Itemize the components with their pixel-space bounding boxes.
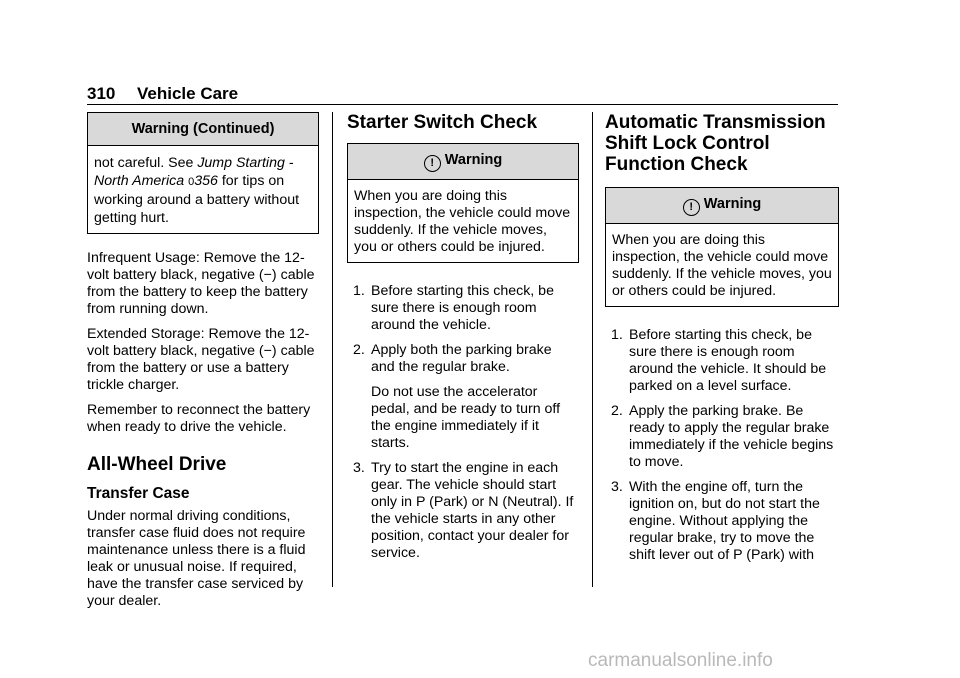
list-item [605,479,839,564]
starter-check-steps [347,283,579,562]
list-item [347,342,579,452]
step-text: Apply both the parking brake and the regular brake. [371,342,552,375]
list-item [605,327,839,395]
step-number: 3. [353,460,365,476]
extended-storage-paragraph: Extended Storage: Remove the 12-volt battery black, negative (−) cable from the battery or use a battery trickle charger. [87,326,315,393]
step-text: Before starting this check, be sure there is enough room around the vehicle. It should be parked on a level surface. [629,327,827,394]
shift-lock-steps [605,327,839,564]
page-ref-number[interactable]: 356 [194,173,218,189]
step-text: Before starting this check, be sure there is enough room around the vehicle. [371,283,554,333]
section-title: Vehicle Care [137,84,239,103]
step-number: 2. [353,342,365,358]
warning-title: Warning [444,152,503,168]
step-text: Try to start the engine in each gear. The vehicle should start only in P (Park) or N (Neutral). If the vehicle starts in any other position, contact your dealer for service. [371,460,574,561]
infrequent-usage-paragraph: Infrequent Usage: Remove the 12-volt battery black, negative (−) cable from the battery to keep the battery from running down. [87,250,315,317]
all-wheel-drive-heading: All-Wheel Drive [87,454,227,475]
column-1 [87,112,319,618]
column-3 [605,112,839,572]
transfer-case-subheading: Transfer Case [87,485,190,502]
jump-starting-link[interactable]: Jump Starting - North America [94,155,294,189]
column-divider [332,112,333,587]
step-text: Apply the parking brake. Be ready to apply the regular brake immediately if the vehicle begins to move. [629,403,834,470]
warning-title: Warning [703,196,762,212]
starter-switch-heading: Starter Switch Check [347,112,538,133]
warning-icon: ! [683,199,700,216]
reconnect-paragraph: Remember to reconnect the battery when ready to drive the vehicle. [87,402,311,435]
step-text: With the engine off, turn the ignition on, but do not start the engine. Without applying the regular brake, try to move the shift lever out of P (Park) with [629,479,820,563]
page-header [87,84,838,105]
warning-icon: ! [424,155,441,172]
watermark: carmanualsonline.info [588,650,773,671]
warning-box [605,187,839,307]
step-subtext: Do not use the accelerator pedal, and be ready to turn off the engine immediately if it starts. [371,384,561,451]
step-number: 1. [611,327,623,343]
warning-box-body [606,224,838,306]
warning-text: When you are doing this inspection, the vehicle could move suddenly. If the vehicle moves, you or others could be injured. [354,188,571,255]
step-number: 2. [611,403,623,419]
shift-lock-heading: Automatic Transmission Shift Lock Control Function Check [605,112,826,175]
list-item [605,403,839,471]
column-divider [592,112,593,587]
warning-text-end: for tips on working around a battery without getting hurt. [94,173,300,226]
warning-box-body [348,180,578,262]
warning-box-body [88,146,318,233]
warning-box-title: Warning (Continued) [88,113,318,146]
list-item [347,460,579,562]
warning-text: not careful. See [94,155,198,171]
warning-box-continued [87,112,319,234]
warning-box [347,143,579,263]
column-2 [347,112,579,570]
step-number: 1. [353,283,365,299]
page-number: 310 [87,84,116,103]
transfer-case-paragraph: Under normal driving conditions, transfer case fluid does not require maintenance unless there is a fluid leak or unusual noise. If required, have the transfer case serviced by your dealer. [87,508,306,609]
warning-text: When you are doing this inspection, the vehicle could move suddenly. If the vehicle moves, you or others could be injured. [612,232,832,299]
step-number: 3. [611,479,623,495]
page-ref-symbol: 0 [188,176,195,188]
warning-box-header [348,144,578,180]
warning-box-header [606,188,838,224]
list-item [347,283,579,334]
